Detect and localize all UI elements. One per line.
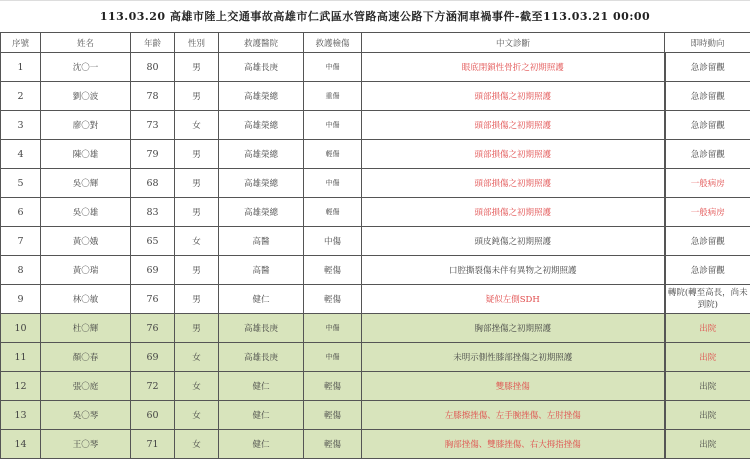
table-row — [1, 198, 750, 227]
cell-hospital: 健仁 — [219, 401, 304, 430]
cell-age: 73 — [131, 111, 175, 140]
cell-triage: 中傷 — [304, 343, 362, 372]
cell-sex: 男 — [175, 285, 219, 314]
table-row — [1, 140, 750, 169]
cell-status: 一般病房 — [665, 198, 750, 227]
cell-sex: 男 — [175, 169, 219, 198]
cell-sex: 男 — [175, 198, 219, 227]
cell-hospital: 健仁 — [219, 285, 304, 314]
cell-no: 1 — [1, 53, 41, 82]
cell-triage: 中傷 — [304, 314, 362, 343]
cell-diagnosis: 頭皮鈍傷之初期照護 — [362, 227, 665, 256]
cell-name: 劉〇波 — [41, 82, 131, 111]
col-header-name: 姓名 — [41, 33, 131, 53]
cell-name: 黃〇瑞 — [41, 256, 131, 285]
cell-no: 12 — [1, 372, 41, 401]
cell-status: 出院 — [665, 430, 750, 459]
col-header-hospital: 救護醫院 — [219, 33, 304, 53]
casualty-table — [0, 32, 750, 459]
cell-age: 65 — [131, 227, 175, 256]
cell-triage: 輕傷 — [304, 285, 362, 314]
cell-no: 14 — [1, 430, 41, 459]
table-row — [1, 430, 750, 459]
cell-status: 出院 — [665, 314, 750, 343]
cell-name: 張〇庭 — [41, 372, 131, 401]
cell-diagnosis: 雙膝挫傷 — [362, 372, 665, 401]
cell-triage: 中傷 — [304, 53, 362, 82]
cell-diagnosis: 頭部損傷之初期照護 — [362, 111, 665, 140]
cell-no: 2 — [1, 82, 41, 111]
page-title: 113.03.20 高雄市陸上交通事故高雄市仁武區水管路高速公路下方涵洞車禍事件-截至113.03.21 00:00 — [0, 0, 750, 32]
table-row — [1, 401, 750, 430]
cell-age: 78 — [131, 82, 175, 111]
table-row — [1, 227, 750, 256]
cell-name: 吳〇雄 — [41, 198, 131, 227]
col-header-status: 即時動向 — [665, 33, 750, 53]
col-header-age: 年齡 — [131, 33, 175, 53]
cell-diagnosis: 頭部損傷之初期照護 — [362, 169, 665, 198]
table-header — [1, 33, 750, 53]
cell-age: 71 — [131, 430, 175, 459]
cell-triage: 中傷 — [304, 111, 362, 140]
cell-status: 急診留觀 — [665, 82, 750, 111]
table-row — [1, 111, 750, 140]
cell-triage: 輕傷 — [304, 401, 362, 430]
cell-sex: 女 — [175, 401, 219, 430]
cell-status: 急診留觀 — [665, 227, 750, 256]
cell-hospital: 高醫 — [219, 227, 304, 256]
cell-status: 轉院(轉至高長，尚未到院) — [665, 285, 750, 314]
cell-name: 杜〇輝 — [41, 314, 131, 343]
cell-sex: 女 — [175, 372, 219, 401]
cell-no: 5 — [1, 169, 41, 198]
cell-diagnosis: 頭部損傷之初期照護 — [362, 198, 665, 227]
cell-sex: 男 — [175, 53, 219, 82]
cell-age: 68 — [131, 169, 175, 198]
cell-triage: 輕傷 — [304, 430, 362, 459]
cell-hospital: 高雄長庚 — [219, 343, 304, 372]
cell-name: 沈〇一 — [41, 53, 131, 82]
cell-hospital: 高雄榮總 — [219, 82, 304, 111]
cell-diagnosis: 胸部挫傷、雙膝挫傷、右大拇指挫傷 — [362, 430, 665, 459]
cell-name: 陳〇雄 — [41, 140, 131, 169]
cell-sex: 女 — [175, 430, 219, 459]
cell-name: 黃〇娥 — [41, 227, 131, 256]
cell-triage: 重傷 — [304, 82, 362, 111]
cell-status: 出院 — [665, 401, 750, 430]
cell-triage: 輕傷 — [304, 198, 362, 227]
table-row — [1, 372, 750, 401]
cell-name: 吳〇琴 — [41, 401, 131, 430]
cell-age: 69 — [131, 256, 175, 285]
cell-hospital: 高雄長庚 — [219, 53, 304, 82]
cell-age: 79 — [131, 140, 175, 169]
cell-no: 11 — [1, 343, 41, 372]
cell-no: 7 — [1, 227, 41, 256]
cell-age: 69 — [131, 343, 175, 372]
cell-triage: 中傷 — [304, 169, 362, 198]
cell-status: 一般病房 — [665, 169, 750, 198]
cell-hospital: 高雄榮總 — [219, 169, 304, 198]
cell-age: 83 — [131, 198, 175, 227]
cell-diagnosis: 疑似左側SDH — [362, 285, 665, 314]
cell-age: 60 — [131, 401, 175, 430]
cell-triage: 輕傷 — [304, 140, 362, 169]
cell-triage: 輕傷 — [304, 256, 362, 285]
cell-triage: 輕傷 — [304, 372, 362, 401]
cell-hospital: 高雄榮總 — [219, 140, 304, 169]
col-header-triage: 救護檢傷 — [304, 33, 362, 53]
cell-no: 9 — [1, 285, 41, 314]
cell-status: 急診留觀 — [665, 256, 750, 285]
table-row — [1, 343, 750, 372]
cell-no: 6 — [1, 198, 41, 227]
cell-name: 林〇敏 — [41, 285, 131, 314]
table-row — [1, 256, 750, 285]
cell-triage: 中傷 — [304, 227, 362, 256]
cell-age: 80 — [131, 53, 175, 82]
cell-status: 急診留觀 — [665, 53, 750, 82]
cell-diagnosis: 眼底閉鎖性骨折之初期照護 — [362, 53, 665, 82]
cell-diagnosis: 未明示側性膝部挫傷之初期照護 — [362, 343, 665, 372]
table-row — [1, 314, 750, 343]
cell-sex: 男 — [175, 256, 219, 285]
cell-hospital: 高雄榮總 — [219, 111, 304, 140]
cell-name: 廖〇對 — [41, 111, 131, 140]
cell-hospital: 高醫 — [219, 256, 304, 285]
cell-no: 13 — [1, 401, 41, 430]
cell-status: 出院 — [665, 343, 750, 372]
table-row — [1, 53, 750, 82]
cell-diagnosis: 口腔撕裂傷未伴有異物之初期照護 — [362, 256, 665, 285]
cell-no: 10 — [1, 314, 41, 343]
cell-diagnosis: 頭部損傷之初期照護 — [362, 140, 665, 169]
cell-hospital: 高雄榮總 — [219, 198, 304, 227]
cell-sex: 女 — [175, 343, 219, 372]
cell-sex: 男 — [175, 140, 219, 169]
cell-age: 72 — [131, 372, 175, 401]
cell-status: 急診留觀 — [665, 140, 750, 169]
cell-hospital: 高雄長庚 — [219, 314, 304, 343]
cell-age: 76 — [131, 285, 175, 314]
cell-no: 3 — [1, 111, 41, 140]
cell-name: 顏〇春 — [41, 343, 131, 372]
cell-no: 4 — [1, 140, 41, 169]
col-header-diagnosis: 中文診斷 — [362, 33, 665, 53]
cell-status: 出院 — [665, 372, 750, 401]
col-header-no: 序號 — [1, 33, 41, 53]
cell-diagnosis: 胸部挫傷之初期照護 — [362, 314, 665, 343]
cell-no: 8 — [1, 256, 41, 285]
table-row — [1, 169, 750, 198]
cell-hospital: 健仁 — [219, 372, 304, 401]
cell-sex: 男 — [175, 82, 219, 111]
cell-diagnosis: 頭部損傷之初期照護 — [362, 82, 665, 111]
cell-age: 76 — [131, 314, 175, 343]
cell-name: 吳〇輝 — [41, 169, 131, 198]
cell-status: 急診留觀 — [665, 111, 750, 140]
table-row — [1, 82, 750, 111]
col-header-sex: 性別 — [175, 33, 219, 53]
cell-hospital: 健仁 — [219, 430, 304, 459]
cell-sex: 男 — [175, 314, 219, 343]
table-row — [1, 285, 750, 314]
cell-sex: 女 — [175, 227, 219, 256]
cell-name: 王〇琴 — [41, 430, 131, 459]
cell-diagnosis: 左膝擦挫傷、左手腕挫傷、左肘挫傷 — [362, 401, 665, 430]
cell-sex: 女 — [175, 111, 219, 140]
